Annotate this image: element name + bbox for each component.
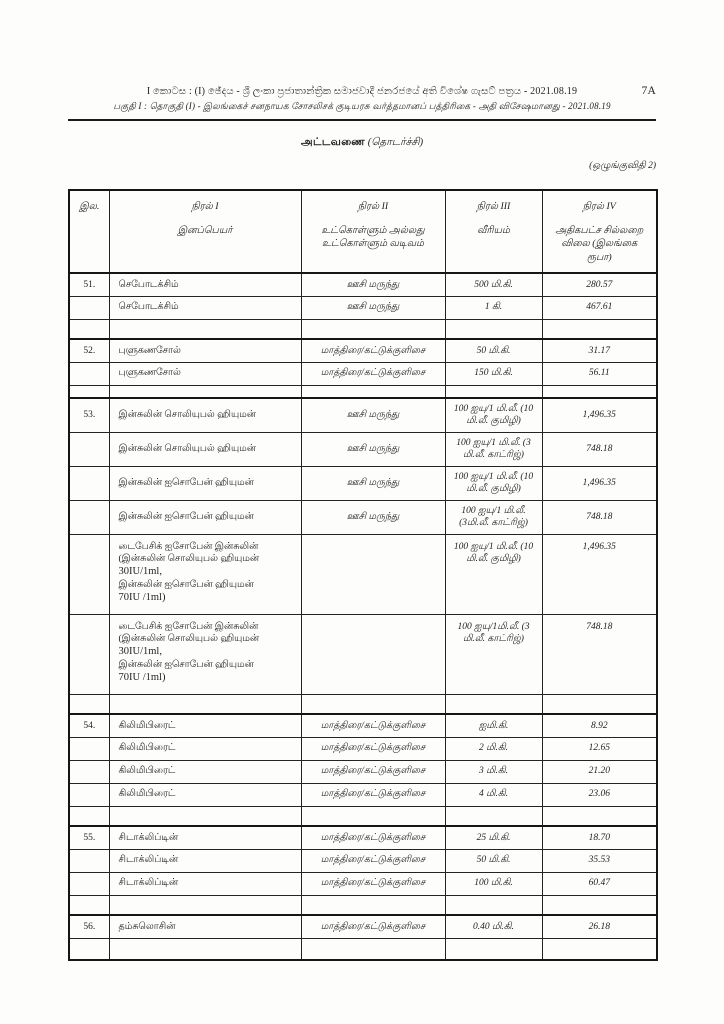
cell-price: 60.47 bbox=[542, 872, 657, 895]
empty-cell bbox=[301, 319, 445, 339]
name-line: சிடாக்லிப்டின் bbox=[118, 878, 179, 889]
page-number: 7A bbox=[641, 85, 656, 97]
empty-cell bbox=[69, 938, 109, 960]
name-line: (இன்சுலின் சொலியுபல் ஹியுமன் bbox=[118, 553, 260, 564]
cell-form bbox=[301, 534, 445, 614]
price-table-body bbox=[69, 273, 657, 960]
cell-form: ஊசி மருந்து bbox=[301, 432, 445, 466]
table-row bbox=[69, 398, 657, 432]
col-header-strength: நிரல் III வீரியம் bbox=[445, 190, 542, 273]
cell-strength: 100 மி.கி. bbox=[445, 872, 542, 895]
name-line: இன்சுலின் சொலியுபல் ஹியுமன் bbox=[118, 443, 256, 454]
cell-name bbox=[109, 273, 301, 296]
cell-no bbox=[69, 760, 109, 783]
cell-strength: 4 மி.கி. bbox=[445, 783, 542, 806]
name-line: புளுகணசோல் bbox=[118, 368, 181, 379]
empty-cell bbox=[445, 806, 542, 826]
name-line: சிடாக்லிப்டின் bbox=[118, 832, 179, 843]
name-line: கிலிமிபிரைட் bbox=[118, 766, 176, 777]
cell-name bbox=[109, 915, 301, 938]
regulation-note: (ஒழுங்குவிதி 2) bbox=[589, 161, 656, 171]
table-row bbox=[69, 466, 657, 500]
cell-no: 56. bbox=[69, 915, 109, 938]
cell-name bbox=[109, 783, 301, 806]
cell-name bbox=[109, 872, 301, 895]
table-row bbox=[69, 362, 657, 385]
cell-no bbox=[69, 872, 109, 895]
cell-price: 1,496.35 bbox=[542, 466, 657, 500]
cell-price: 748.18 bbox=[542, 614, 657, 694]
cell-strength: 500 மி.கி. bbox=[445, 273, 542, 296]
cell-form: ஊசி மருந்து bbox=[301, 273, 445, 296]
spacer-row bbox=[69, 694, 657, 714]
header-sinhala-text: I කොටස : (I) ඡේදය - ශ්‍රී ලංකා ප්‍රජාතාන්ත්‍රික සමාජවාදී ජනරජයේ අති විශේෂ ගැසට් පත්‍රය - 2021.08.19 bbox=[146, 86, 578, 97]
table-title-continued: (தொடர்ச்சி) bbox=[367, 137, 424, 148]
cell-form: ஊசி மருந்து bbox=[301, 466, 445, 500]
cell-name bbox=[109, 826, 301, 849]
cell-strength: ஐமி.கி. bbox=[445, 714, 542, 737]
empty-cell bbox=[69, 385, 109, 398]
gazette-running-head bbox=[68, 86, 656, 121]
name-line: டைபேசிக் ஐசோபேன் இன்சுலின் bbox=[118, 621, 259, 632]
cell-form: மாத்திரை/கட்டுக்குளிசை bbox=[301, 714, 445, 737]
table-row bbox=[69, 872, 657, 895]
cell-strength: 0.40 மி.கி. bbox=[445, 915, 542, 938]
col-header-price: நிரல் IV அதிகபட்ச சில்லறை விலை (இலங்கை ரூபா) bbox=[542, 190, 657, 273]
empty-cell bbox=[69, 319, 109, 339]
empty-cell bbox=[109, 385, 301, 398]
name-line: கிலிமிபிரைட் bbox=[118, 720, 176, 731]
table-row bbox=[69, 760, 657, 783]
cell-name bbox=[109, 432, 301, 466]
cell-no: 51. bbox=[69, 273, 109, 296]
cell-name bbox=[109, 466, 301, 500]
cell-form: மாத்திரை/கட்டுக்குளிசை bbox=[301, 915, 445, 938]
cell-form: மாத்திரை/கட்டுக்குளிசை bbox=[301, 849, 445, 872]
name-line: இன்சுலின் சொலியுபல் ஹியுமன் bbox=[118, 410, 256, 421]
empty-cell bbox=[445, 895, 542, 915]
cell-price: 748.18 bbox=[542, 500, 657, 534]
cell-form: ஊசி மருந்து bbox=[301, 398, 445, 432]
col-header-form: நிரல் II உட்கொள்ளும் அல்லது உட்கொள்ளும் வடிவம் bbox=[301, 190, 445, 273]
name-line: இன்சுலின் ஐசொபேன் ஹியுமன் bbox=[118, 511, 254, 522]
cell-name bbox=[109, 614, 301, 694]
empty-cell bbox=[301, 385, 445, 398]
price-table-head bbox=[69, 190, 657, 273]
page-content bbox=[68, 86, 656, 961]
cell-no bbox=[69, 362, 109, 385]
empty-cell bbox=[301, 806, 445, 826]
name-line: சிடாக்லிப்டின் bbox=[118, 855, 179, 866]
cell-form: ஊசி மருந்து bbox=[301, 500, 445, 534]
name-line: 30IU/1ml, bbox=[118, 646, 162, 658]
name-line: இன்சுலின் ஐசொபேன் ஹியுமன் bbox=[118, 477, 254, 488]
empty-cell bbox=[109, 938, 301, 960]
name-line: (இன்சுலின் சொலியுபல் ஹியுமன் bbox=[118, 633, 260, 644]
empty-cell bbox=[69, 806, 109, 826]
cell-no bbox=[69, 466, 109, 500]
cell-price: 1,496.35 bbox=[542, 534, 657, 614]
empty-cell bbox=[109, 895, 301, 915]
cell-no: 52. bbox=[69, 339, 109, 362]
table-row bbox=[69, 273, 657, 296]
cell-strength: 2 மி.கி. bbox=[445, 737, 542, 760]
cell-form: ஊசி மருந்து bbox=[301, 296, 445, 319]
cell-name bbox=[109, 760, 301, 783]
cell-strength: 100 ஐயு/1 மி.லீ. (10 மி.லீ. குமிழி) bbox=[445, 398, 542, 432]
cell-no: 53. bbox=[69, 398, 109, 432]
header-line-tamil: பகுதி I : தொகுதி (I) - இலங்கைச் சனநாயக சோசலிசக் குடியரசு வர்த்தமானப் பத்திரிகை - அதி விசேஷமானது - 2021.08.19 bbox=[113, 101, 611, 111]
table-row bbox=[69, 296, 657, 319]
empty-cell bbox=[109, 319, 301, 339]
cell-name bbox=[109, 339, 301, 362]
cell-strength: 100 ஐயு/1 மி.லீ. (3மி.லீ. காட்ரிஜ்) bbox=[445, 500, 542, 534]
cell-no: 55. bbox=[69, 826, 109, 849]
cell-price: 1,496.35 bbox=[542, 398, 657, 432]
cell-form: மாத்திரை/கட்டுக்குளிசை bbox=[301, 826, 445, 849]
cell-name bbox=[109, 296, 301, 319]
spacer-row bbox=[69, 319, 657, 339]
cell-form: மாத்திரை/கட்டுக்குளிசை bbox=[301, 737, 445, 760]
name-line: தம்சுலொசின் bbox=[118, 921, 176, 932]
cell-strength: 150 மி.கி. bbox=[445, 362, 542, 385]
cell-strength: 100 ஐயு/1 மி.லீ. (10 மி.லீ. குமிழி) bbox=[445, 534, 542, 614]
empty-cell bbox=[301, 895, 445, 915]
cell-form: மாத்திரை/கட்டுக்குளிசை bbox=[301, 339, 445, 362]
name-line: 70IU /1ml) bbox=[118, 672, 166, 684]
cell-strength: 100 ஐயு/1 மி.லீ. (3 மி.லீ. காட்ரிஜ்) bbox=[445, 432, 542, 466]
empty-cell bbox=[445, 319, 542, 339]
table-row bbox=[69, 339, 657, 362]
cell-no bbox=[69, 737, 109, 760]
cell-name bbox=[109, 362, 301, 385]
name-line: இன்சுலின் ஐசொபேன் ஹியுமன் bbox=[118, 579, 254, 590]
empty-cell bbox=[542, 694, 657, 714]
empty-cell bbox=[445, 938, 542, 960]
cell-form: மாத்திரை/கட்டுக்குளிசை bbox=[301, 872, 445, 895]
cell-no bbox=[69, 500, 109, 534]
table-row bbox=[69, 614, 657, 694]
empty-cell bbox=[445, 385, 542, 398]
cell-no bbox=[69, 534, 109, 614]
cell-strength: 1 கி. bbox=[445, 296, 542, 319]
cell-form: மாத்திரை/கட்டுக்குளிசை bbox=[301, 760, 445, 783]
cell-name bbox=[109, 500, 301, 534]
header-line-sinhala bbox=[68, 86, 656, 97]
cell-price: 8.92 bbox=[542, 714, 657, 737]
empty-cell bbox=[69, 694, 109, 714]
spacer-row bbox=[69, 938, 657, 960]
spacer-row bbox=[69, 806, 657, 826]
cell-no bbox=[69, 849, 109, 872]
cell-strength: 100 ஐயு/1 மி.லீ. (10 மி.லீ. குமிழி) bbox=[445, 466, 542, 500]
cell-no bbox=[69, 432, 109, 466]
cell-no bbox=[69, 783, 109, 806]
name-line: இன்சுலின் ஐசொபேன் ஹியுமன் bbox=[118, 659, 254, 670]
name-line: 70IU /1ml) bbox=[118, 592, 166, 604]
cell-no bbox=[69, 296, 109, 319]
col-header-no: இல. bbox=[69, 190, 109, 273]
empty-cell bbox=[301, 938, 445, 960]
table-row bbox=[69, 534, 657, 614]
table-row bbox=[69, 915, 657, 938]
spacer-row bbox=[69, 895, 657, 915]
cell-price: 31.17 bbox=[542, 339, 657, 362]
name-line: கிலிமிபிரைட் bbox=[118, 743, 176, 754]
name-line: புளுகணசோல் bbox=[118, 345, 181, 356]
cell-no bbox=[69, 614, 109, 694]
table-row bbox=[69, 826, 657, 849]
cell-price: 748.18 bbox=[542, 432, 657, 466]
cell-name bbox=[109, 737, 301, 760]
col-header-name: நிரல் I இனப்பெயர் bbox=[109, 190, 301, 273]
column-header-row bbox=[69, 190, 657, 273]
table-row bbox=[69, 432, 657, 466]
cell-name bbox=[109, 849, 301, 872]
cell-name bbox=[109, 398, 301, 432]
table-title-main: அட்டவணை bbox=[300, 137, 366, 148]
cell-price: 467.61 bbox=[542, 296, 657, 319]
empty-cell bbox=[69, 895, 109, 915]
empty-cell bbox=[109, 694, 301, 714]
cell-form: மாத்திரை/கட்டுக்குளிசை bbox=[301, 362, 445, 385]
empty-cell bbox=[109, 806, 301, 826]
name-line: டைபேசிக் ஐசோபேன் இன்சுலின் bbox=[118, 541, 259, 552]
cell-strength: 50 மி.கி. bbox=[445, 849, 542, 872]
cell-strength: 100 ஐயு/1மி.லீ. (3 மி.லீ. காட்ரிஜ்) bbox=[445, 614, 542, 694]
empty-cell bbox=[542, 385, 657, 398]
cell-name bbox=[109, 534, 301, 614]
cell-price: 280.57 bbox=[542, 273, 657, 296]
empty-cell bbox=[445, 694, 542, 714]
table-row bbox=[69, 737, 657, 760]
cell-price: 12.65 bbox=[542, 737, 657, 760]
table-row bbox=[69, 849, 657, 872]
table-title bbox=[68, 136, 656, 149]
name-line: செபோடக்சிம் bbox=[118, 279, 179, 290]
cell-price: 21.20 bbox=[542, 760, 657, 783]
empty-cell bbox=[542, 806, 657, 826]
name-line: 30IU/1ml, bbox=[118, 566, 162, 578]
cell-price: 18.70 bbox=[542, 826, 657, 849]
cell-strength: 25 மி.கி. bbox=[445, 826, 542, 849]
cell-price: 26.18 bbox=[542, 915, 657, 938]
cell-form: மாத்திரை/கட்டுக்குளிசை bbox=[301, 783, 445, 806]
cell-strength: 3 மி.கி. bbox=[445, 760, 542, 783]
table-row bbox=[69, 783, 657, 806]
table-row bbox=[69, 714, 657, 737]
empty-cell bbox=[301, 694, 445, 714]
name-line: கிலிமிபிரைட் bbox=[118, 789, 176, 800]
cell-no: 54. bbox=[69, 714, 109, 737]
table-row bbox=[69, 500, 657, 534]
drug-price-table bbox=[68, 189, 658, 961]
cell-price: 56.11 bbox=[542, 362, 657, 385]
spacer-row bbox=[69, 385, 657, 398]
name-line: செபோடக்சிம் bbox=[118, 302, 179, 313]
cell-price: 23.06 bbox=[542, 783, 657, 806]
empty-cell bbox=[542, 938, 657, 960]
empty-cell bbox=[542, 895, 657, 915]
empty-cell bbox=[542, 319, 657, 339]
cell-name bbox=[109, 714, 301, 737]
cell-strength: 50 மி.கி. bbox=[445, 339, 542, 362]
cell-price: 35.53 bbox=[542, 849, 657, 872]
cell-form bbox=[301, 614, 445, 694]
